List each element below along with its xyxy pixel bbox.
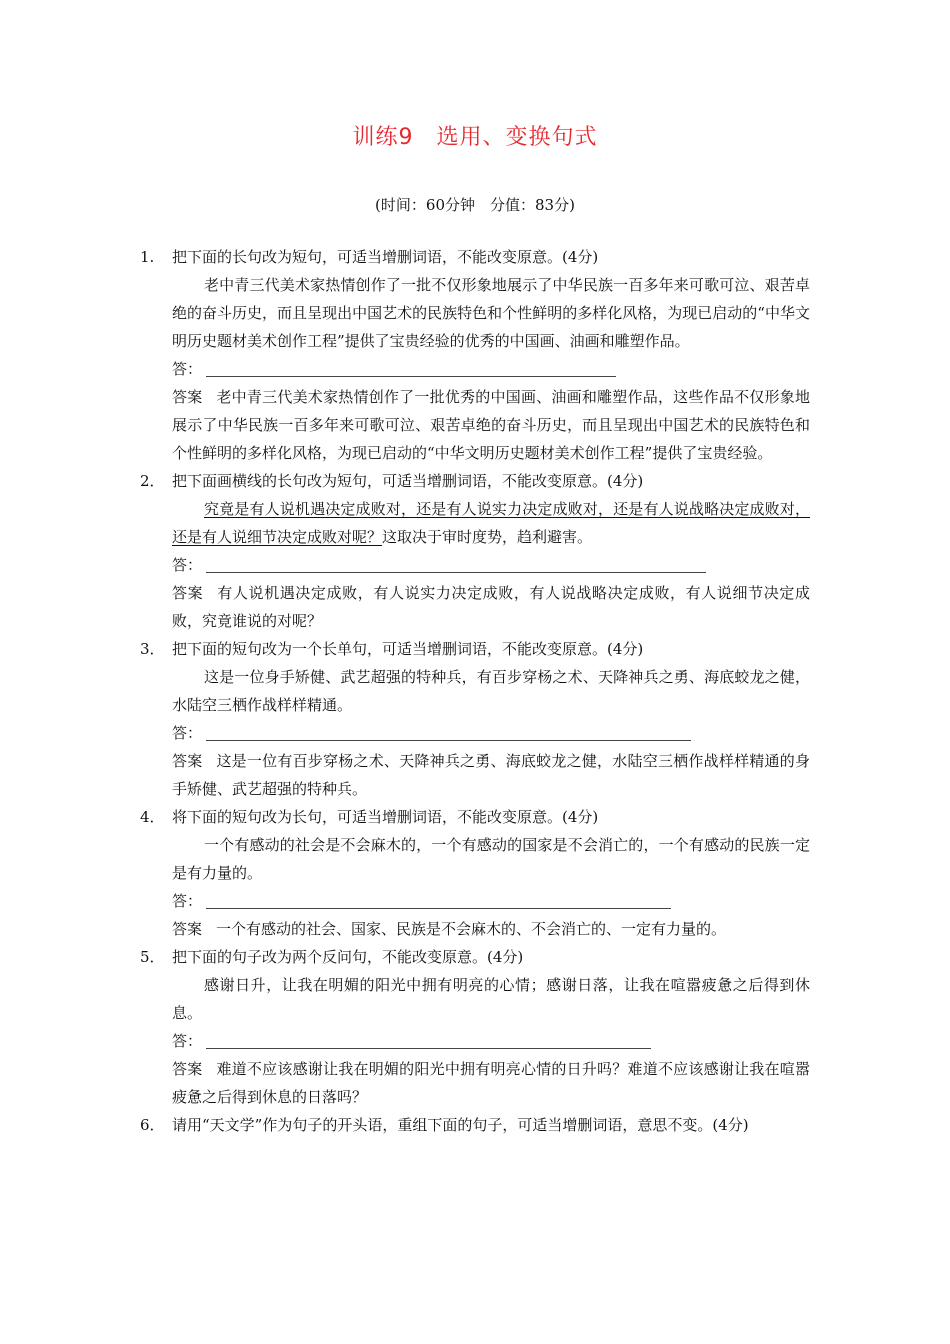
question-2 xyxy=(140,467,810,635)
question-passage: 感谢日升，让我在明媚的阳光中拥有明亮的心情；感谢日落，让我在喧嚣疲惫之后得到休息。 xyxy=(172,976,810,1022)
question-stem xyxy=(140,943,810,971)
answer-blank[interactable] xyxy=(140,887,810,915)
question-number: 1. xyxy=(140,248,155,266)
question-stem xyxy=(140,635,810,663)
question-passage xyxy=(140,495,810,551)
question-number: 4． xyxy=(140,808,165,826)
answer-key xyxy=(140,1055,810,1111)
answer-label: 答案 xyxy=(172,388,203,406)
question-passage: 老中青三代美术家热情创作了一批不仅形象地展示了中华民族一百多年来可歌可泣、艰苦卓绝的奋斗历史，而且呈现出中国艺术的民族特色和个性鲜明的多样化风格，为现已启动的“中华文明历史题材美术创作工程”提供了宝贵经验的优秀的中国画、油画和雕塑作品。 xyxy=(172,276,810,350)
answer-blank[interactable] xyxy=(140,355,810,383)
answer-text: 难道不应该感谢让我在明媚的阳光中拥有明亮心情的日升吗？难道不应该感谢让我在喧嚣疲惫之后得到休息的日落吗？ xyxy=(172,1060,810,1106)
question-text: 把下面的短句改为一个长单句，可适当增删词语，不能改变原意。(4分) xyxy=(172,640,644,658)
answer-prompt: 答： xyxy=(172,556,203,574)
question-text: 把下面画横线的长句改为短句，可适当增删词语，不能改变原意。(4分) xyxy=(172,472,644,490)
answer-rule xyxy=(206,558,706,573)
answer-text: 有人说机遇决定成败，有人说实力决定成败，有人说战略决定成败，有人说细节决定成败，究竟谁说的对呢？ xyxy=(172,584,810,630)
question-passage: 一个有感动的社会是不会麻木的，一个有感动的国家是不会消亡的，一个有感动的民族一定是有力量的。 xyxy=(172,836,810,882)
question-1 xyxy=(140,243,810,467)
answer-prompt: 答： xyxy=(172,724,203,742)
question-5 xyxy=(140,943,810,1111)
answer-prompt: 答： xyxy=(172,360,203,378)
question-text: 把下面的句子改为两个反问句，不能改变原意。(4分) xyxy=(172,948,524,966)
question-stem xyxy=(140,1111,810,1139)
question-number: 3． xyxy=(140,640,165,658)
answer-key xyxy=(140,579,810,635)
answer-prompt: 答： xyxy=(172,892,203,910)
question-3 xyxy=(140,635,810,803)
answer-label: 答案 xyxy=(172,752,203,770)
answer-rule xyxy=(206,894,671,909)
question-text: 请用“天文学”作为句子的开头语，重组下面的句子，可适当增删词语，意思不变。(4分) xyxy=(172,1116,749,1134)
passage-rest: 这取决于审时度势，趋利避害。 xyxy=(382,528,593,546)
question-4 xyxy=(140,803,810,943)
question-number: 2． xyxy=(140,472,165,490)
answer-label: 答案 xyxy=(172,584,204,602)
question-number: 5． xyxy=(140,948,165,966)
answer-prompt: 答： xyxy=(172,1032,203,1050)
question-list xyxy=(140,243,810,1139)
question-6 xyxy=(140,1111,810,1139)
answer-key xyxy=(140,383,810,467)
time-score-info: (时间：60分钟 分值：83分) xyxy=(375,196,575,214)
answer-rule xyxy=(206,726,691,741)
question-number: 6． xyxy=(140,1116,165,1134)
answer-blank[interactable] xyxy=(140,719,810,747)
underlined-sentence: 究竟是有人说机遇决定成败对，还是有人说实力决定成败对，还是有人说战略决定成败对，还是有人说细节决定成败对呢？ xyxy=(172,500,810,546)
answer-text: 一个有感动的社会、国家、民族是不会麻木的、不会消亡的、一定有力量的。 xyxy=(216,920,727,938)
question-text: 把下面的长句改为短句，可适当增删词语，不能改变原意。(4分) xyxy=(172,248,599,266)
answer-text: 这是一位有百步穿杨之术、天降神兵之勇、海底蛟龙之健，水陆空三栖作战样样精通的身手矫健、武艺超强的特种兵。 xyxy=(172,752,810,798)
answer-label: 答案 xyxy=(172,920,203,938)
answer-rule xyxy=(206,362,616,377)
answer-key xyxy=(140,747,810,803)
question-passage: 这是一位身手矫健、武艺超强的特种兵，有百步穿杨之术、天降神兵之勇、海底蛟龙之健，水陆空三栖作战样样精通。 xyxy=(172,668,810,714)
question-stem xyxy=(140,803,810,831)
page-title: 训练9 选用、变换句式 xyxy=(352,125,598,150)
question-stem xyxy=(140,467,810,495)
answer-text: 老中青三代美术家热情创作了一批优秀的中国画、油画和雕塑作品，这些作品不仅形象地展示了中华民族一百多年来可歌可泣、艰苦卓绝的奋斗历史，而且呈现出中国艺术的民族特色和个性鲜明的多样化风格，为现已启动的“中华文明历史题材美术创作工程”提供了宝贵经验。 xyxy=(172,388,810,462)
question-text: 将下面的短句改为长句，可适当增删词语，不能改变原意。(4分) xyxy=(172,808,599,826)
answer-blank[interactable] xyxy=(140,1027,810,1055)
answer-key xyxy=(140,915,810,943)
answer-blank[interactable] xyxy=(140,551,810,579)
answer-label: 答案 xyxy=(172,1060,203,1078)
answer-rule xyxy=(206,1034,651,1049)
question-stem xyxy=(140,243,810,271)
